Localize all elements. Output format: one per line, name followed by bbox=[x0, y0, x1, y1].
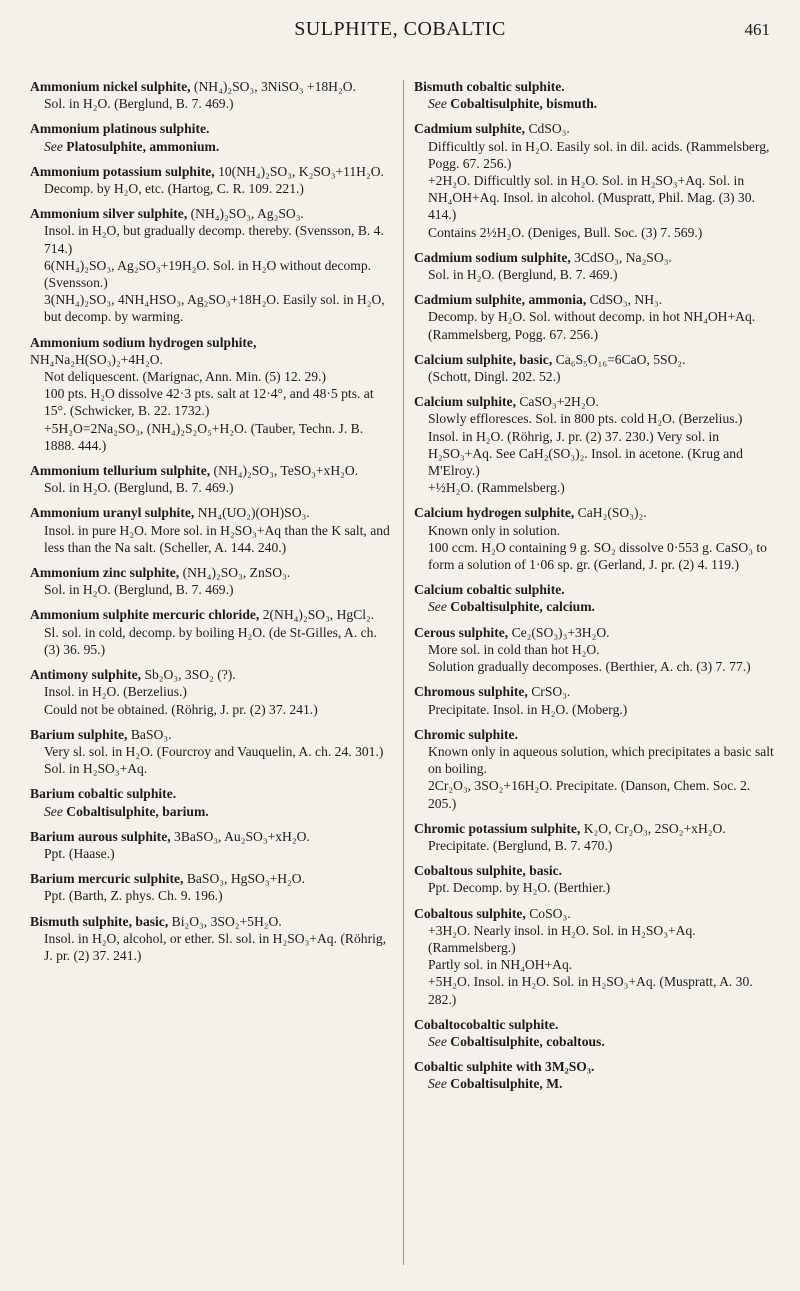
entry-formula: CaSO₃+2H₂O. bbox=[515, 394, 599, 410]
entry-formula: BaSO₃, HgSO₃+H₂O. bbox=[183, 871, 306, 887]
entry-text: Decomp. by H₂O, etc. (Hartog, C. R. 109. 221.) bbox=[44, 181, 304, 197]
dictionary-entry bbox=[30, 205, 392, 325]
entry-text: 100 ccm. H₂O containing 9 g. SO₂ dissolve 0·553 g. CaSO₃ to form a solution of 1·06 sp. gr. (Gerland, J. pr. (2) 4. 119.) bbox=[428, 539, 767, 573]
dictionary-entry bbox=[414, 249, 776, 283]
entry-text: 100 pts. H₂O dissolve 42·3 pts. salt at 12·4°, and 48·5 pts. at 15°. (Schwicker, B. 22. 1732.) bbox=[44, 386, 374, 419]
dictionary-entry bbox=[30, 666, 392, 718]
entry-text: Decomp. by H₂O. Sol. without decomp. in hot NH₄OH+Aq. (Rammelsberg, Pogg. 67. 256.) bbox=[428, 309, 756, 342]
cross-reference bbox=[414, 598, 776, 615]
entry-formula: 3BaSO₃, Au₂SO₃+xH₂O. bbox=[170, 828, 310, 844]
entry-formula: CdSO₃, NH₃. bbox=[586, 292, 663, 308]
entry-heading: Barium cobaltic sulphite. bbox=[30, 786, 177, 802]
entry-heading: Cadmium sulphite, ammonia, bbox=[414, 292, 587, 308]
column-divider bbox=[403, 80, 404, 1265]
entry-heading: Calcium sulphite, bbox=[414, 394, 516, 410]
entry-heading-line bbox=[414, 1058, 776, 1075]
entry-heading: Ammonium platinous sulphite. bbox=[30, 121, 210, 137]
entry-text: Insol. in pure H₂O. More sol. in H₂SO₃+Aq than the K salt, and less than the Na salt. (Scheller, A. 144. 240.) bbox=[44, 522, 390, 555]
see-reference: Platosulphite, ammonium. bbox=[66, 138, 220, 154]
right-column bbox=[414, 78, 776, 1101]
entry-formula: Ca₆S₅O₁₆=6CaO, 5SO₂. bbox=[552, 351, 686, 367]
see-label: See bbox=[428, 1076, 447, 1092]
see-label: See bbox=[44, 803, 63, 819]
entry-heading-line bbox=[414, 820, 776, 837]
entry-heading-line bbox=[30, 666, 392, 683]
cross-reference bbox=[30, 138, 392, 155]
entry-text: 6(NH₄)₂SO₃, Ag₂SO₃+19H₂O. Sol. in H₂O without decomp. (Svensson.) bbox=[44, 257, 372, 291]
entry-text: Could not be obtained. (Röhrig, J. pr. (2) 37. 241.) bbox=[44, 701, 318, 717]
entry-text: +5H₂O=2Na₂SO₃, (NH₄)₂S₂O₅+H₂O. (Tauber, Techn. J. B. 1888. 444.) bbox=[44, 420, 364, 453]
entry-heading-line bbox=[30, 334, 392, 368]
entry-text: Slowly effloresces. Sol. in 800 pts. cold H₂O. (Berzelius.) bbox=[428, 411, 743, 427]
entry-formula: CdSO₃. bbox=[525, 121, 570, 137]
cross-reference bbox=[414, 1075, 776, 1092]
entry-heading-line bbox=[30, 828, 392, 845]
dictionary-entry bbox=[30, 462, 392, 496]
entry-heading: Cobaltocobaltic sulphite. bbox=[414, 1016, 559, 1032]
entry-heading-line bbox=[30, 606, 392, 623]
entry-heading: Ammonium uranyl sulphite, bbox=[30, 505, 195, 521]
entry-heading-line bbox=[30, 205, 392, 222]
see-reference: Cobaltisulphite, bismuth. bbox=[450, 96, 598, 112]
entry-heading-line bbox=[30, 870, 392, 887]
dictionary-entry bbox=[414, 726, 776, 812]
entry-formula: Sb₂O₃, 3SO₂ (?). bbox=[141, 667, 236, 683]
entry-heading: Ammonium silver sulphite, bbox=[30, 206, 188, 222]
see-label: See bbox=[428, 96, 447, 112]
entry-text: Very sl. sol. in H₂O. (Fourcroy and Vauquelin, A. ch. 24. 301.) bbox=[44, 743, 384, 759]
dictionary-entry bbox=[414, 862, 776, 896]
entry-formula: (NH₄)₂SO₃, TeSO₃+xH₂O. bbox=[210, 463, 359, 479]
entry-heading-line bbox=[30, 726, 392, 743]
entry-text: 2Cr₂O₃, 3SO₂+16H₂O. Precipitate. (Danson, Chem. Soc. 2. 205.) bbox=[428, 778, 751, 811]
entry-text: Insol. in H₂O, but gradually decomp. thereby. (Svensson, B. 4. 714.) bbox=[44, 223, 384, 256]
entry-text: Ppt. (Barth, Z. phys. Ch. 9. 196.) bbox=[44, 888, 223, 904]
entry-text: Sol. in H₂O. (Berglund, B. 7. 469.) bbox=[44, 96, 234, 112]
entry-heading: Ammonium sulphite mercuric chloride, bbox=[30, 607, 260, 623]
entry-heading: Barium sulphite, bbox=[30, 726, 128, 742]
entry-formula: Ce₂(SO₃)₃+3H₂O. bbox=[508, 624, 610, 640]
entry-formula: (NH₄)₂SO₃, 3NiSO₃ +18H₂O. bbox=[190, 79, 356, 94]
dictionary-entry bbox=[30, 726, 392, 778]
entry-heading: Bismuth cobaltic sulphite. bbox=[414, 79, 565, 94]
entry-heading: Calcium sulphite, basic, bbox=[414, 351, 553, 367]
entry-heading: Ammonium zinc sulphite, bbox=[30, 565, 180, 581]
entry-text: Known only in aqueous solution, which precipitates a basic salt on boiling. bbox=[428, 743, 774, 777]
entry-text: +½H₂O. (Rammelsberg.) bbox=[428, 480, 565, 496]
entry-heading-line bbox=[30, 78, 392, 95]
entry-heading: Cobaltic sulphite with 3M₂SO₃. bbox=[414, 1059, 595, 1075]
entry-text: Insol. in H₂O, alcohol, or ether. Sl. sol. in H₂SO₃+Aq. (Röhrig, J. pr. (2) 37. 241.) bbox=[44, 930, 387, 963]
see-reference: Cobaltisulphite, M. bbox=[450, 1076, 563, 1092]
entry-text: Precipitate. (Berglund, B. 7. 470.) bbox=[428, 837, 613, 853]
see-reference: Cobaltisulphite, barium. bbox=[66, 803, 209, 819]
entry-heading-line bbox=[414, 120, 776, 137]
entry-text: Insol. in H₂O. (Berzelius.) bbox=[44, 684, 187, 700]
entry-text: (Schott, Dingl. 202. 52.) bbox=[428, 369, 561, 385]
entry-text: Partly sol. in NH₄OH+Aq. bbox=[428, 957, 573, 973]
entry-heading: Chromic sulphite. bbox=[414, 726, 518, 742]
dictionary-entry bbox=[414, 291, 776, 343]
cross-reference bbox=[30, 803, 392, 820]
entry-heading: Chromous sulphite, bbox=[414, 684, 528, 700]
dictionary-entry bbox=[414, 351, 776, 385]
entry-formula: NH₄Na₂H(SO₃)₂+4H₂O. bbox=[30, 351, 163, 367]
page-header bbox=[0, 18, 800, 54]
entry-heading: Cadmium sodium sulphite, bbox=[414, 249, 571, 265]
entry-text: Ppt. Decomp. by H₂O. (Berthier.) bbox=[428, 880, 611, 896]
entry-heading: Chromic potassium sulphite, bbox=[414, 820, 581, 836]
entry-heading: Bismuth sulphite, basic, bbox=[30, 913, 169, 929]
entry-heading: Cerous sulphite, bbox=[414, 624, 509, 640]
entry-heading: Cobaltous sulphite, bbox=[414, 905, 526, 921]
entry-text: Contains 2½H₂O. (Deniges, Bull. Soc. (3) 7. 569.) bbox=[428, 224, 703, 240]
entry-heading-line bbox=[30, 163, 392, 180]
entry-heading-line bbox=[30, 913, 392, 930]
entry-heading-line bbox=[414, 905, 776, 922]
entry-text: Sol. in H₂SO₃+Aq. bbox=[44, 761, 148, 777]
entry-formula: K₂O, Cr₂O₃, 2SO₂+xH₂O. bbox=[580, 820, 726, 836]
entry-formula: (NH₄)₂SO₃, ZnSO₃. bbox=[179, 565, 291, 581]
dictionary-entry bbox=[414, 905, 776, 1008]
entry-text: Not deliquescent. (Marignac, Ann. Min. (5) 12. 29.) bbox=[44, 369, 327, 385]
dictionary-entry bbox=[30, 785, 392, 819]
see-reference: Cobaltisulphite, cobaltous. bbox=[450, 1033, 605, 1049]
entry-heading-line bbox=[30, 504, 392, 521]
entry-text: More sol. in cold than hot H₂O. bbox=[428, 641, 600, 657]
entry-heading: Barium aurous sulphite, bbox=[30, 828, 171, 844]
entry-text: +3H₂O. Nearly insol. in H₂O. Sol. in H₂SO₃+Aq. (Rammelsberg.) bbox=[428, 922, 696, 955]
entry-heading-line bbox=[30, 564, 392, 581]
entry-heading-line bbox=[414, 351, 776, 368]
entry-heading-line bbox=[414, 504, 776, 521]
entry-text: Sol. in H₂O. (Berglund, B. 7. 469.) bbox=[428, 267, 618, 283]
entry-text: Solution gradually decomposes. (Berthier, A. ch. (3) 7. 77.) bbox=[428, 659, 751, 675]
see-reference: Cobaltisulphite, calcium. bbox=[450, 599, 595, 615]
dictionary-entry bbox=[30, 78, 392, 112]
entry-heading-line bbox=[30, 120, 392, 137]
entry-heading: Ammonium potassium sulphite, bbox=[30, 163, 215, 179]
entry-heading: Calcium hydrogen sulphite, bbox=[414, 505, 575, 521]
entry-heading: Barium mercuric sulphite, bbox=[30, 871, 184, 887]
entry-heading-line bbox=[30, 462, 392, 479]
entry-heading-line bbox=[414, 1016, 776, 1033]
entry-formula: 10(NH₄)₂SO₃, K₂SO₃+11H₂O. bbox=[214, 163, 384, 179]
entry-heading-line bbox=[414, 726, 776, 743]
entry-formula: 3CdSO₃, Na₂SO₃. bbox=[570, 249, 672, 265]
entry-text: Sl. sol. in cold, decomp. by boiling H₂O. (de St-Gilles, A. ch. (3) 36. 95.) bbox=[44, 624, 377, 657]
dictionary-entry bbox=[414, 1058, 776, 1092]
entry-heading: Antimony sulphite, bbox=[30, 667, 142, 683]
entry-heading: Ammonium tellurium sulphite, bbox=[30, 463, 211, 479]
entry-formula: CaH₂(SO₃)₂. bbox=[574, 505, 647, 521]
entry-formula: (NH₄)₂SO₃, Ag₂SO₃. bbox=[187, 206, 304, 222]
dictionary-entry bbox=[414, 581, 776, 615]
cross-reference bbox=[414, 1033, 776, 1050]
entry-text: +2H₂O. Difficultly sol. in H₂O. Sol. in H₂SO₃+Aq. Sol. in NH₄OH+Aq. Insol. in alcohol. (Muspratt, Phil. Mag. (3) 30. 414.) bbox=[428, 173, 755, 223]
entry-heading-line bbox=[414, 581, 776, 598]
dictionary-entry bbox=[414, 1016, 776, 1050]
entry-heading: Calcium cobaltic sulphite. bbox=[414, 582, 565, 598]
entry-heading-line bbox=[414, 393, 776, 410]
entry-text: Insol. in H₂O. (Röhrig, J. pr. (2) 37. 230.) Very sol. in H₂SO₃+Aq. See CaH₂(SO₃)₂. Insol. in acetone. (Krug and M'Elroy.) bbox=[428, 428, 743, 479]
dictionary-entry bbox=[30, 163, 392, 197]
entry-text: Precipitate. Insol. in H₂O. (Moberg.) bbox=[428, 701, 628, 717]
entry-heading: Ammonium sodium hydrogen sulphite, bbox=[30, 334, 257, 350]
entry-formula: BaSO₃. bbox=[127, 726, 172, 742]
entry-text: Difficultly sol. in H₂O. Easily sol. in dil. acids. (Rammelsberg, Pogg. 67. 256.) bbox=[428, 138, 770, 171]
dictionary-entry bbox=[30, 120, 392, 154]
running-title: SULPHITE, COBALTIC bbox=[294, 18, 506, 40]
dictionary-entry bbox=[414, 120, 776, 240]
entry-formula: CoSO₃. bbox=[525, 905, 571, 921]
entry-formula: CrSO₃. bbox=[527, 684, 571, 700]
see-label: See bbox=[428, 1033, 447, 1049]
entry-text: +5H₂O. Insol. in H₂O. Sol. in H₂SO₃+Aq. (Muspratt, A. 30. 282.) bbox=[428, 974, 753, 1007]
entry-text: Known only in solution. bbox=[428, 522, 561, 538]
dictionary-entry bbox=[30, 828, 392, 862]
entry-heading: Cadmium sulphite, bbox=[414, 121, 526, 137]
page-number: 461 bbox=[744, 20, 770, 39]
dictionary-entry bbox=[30, 564, 392, 598]
dictionary-entry bbox=[414, 393, 776, 496]
dictionary-entry bbox=[414, 683, 776, 717]
entry-heading-line bbox=[414, 291, 776, 308]
dictionary-entry bbox=[414, 78, 776, 112]
entry-heading-line bbox=[30, 785, 392, 802]
dictionary-entry bbox=[414, 624, 776, 676]
entry-heading-line bbox=[414, 624, 776, 641]
entry-heading-line bbox=[414, 78, 776, 95]
entry-heading-line bbox=[414, 862, 776, 879]
cross-reference bbox=[414, 95, 776, 112]
dictionary-entry bbox=[30, 913, 392, 965]
dictionary-entry bbox=[30, 870, 392, 904]
dictionary-entry bbox=[30, 606, 392, 658]
dictionary-entry bbox=[414, 820, 776, 854]
left-column bbox=[30, 78, 392, 972]
entry-text: Ppt. (Haase.) bbox=[44, 845, 115, 861]
entry-text: 3(NH₄)₂SO₃, 4NH₄HSO₃, Ag₂SO₃+18H₂O. Easily sol. in H₂O, but decomp. by warming. bbox=[44, 292, 385, 325]
see-label: See bbox=[428, 599, 447, 615]
entry-heading: Ammonium nickel sulphite, bbox=[30, 79, 191, 94]
entry-text: Sol. in H₂O. (Berglund, B. 7. 469.) bbox=[44, 582, 234, 598]
see-label: See bbox=[44, 138, 63, 154]
dictionary-entry bbox=[30, 334, 392, 454]
entry-heading-line bbox=[414, 249, 776, 266]
entry-formula: Bi₂O₃, 3SO₂+5H₂O. bbox=[168, 913, 282, 929]
entry-formula: NH₄(UO₂)(OH)SO₃. bbox=[194, 505, 310, 521]
entry-text: Sol. in H₂O. (Berglund, B. 7. 469.) bbox=[44, 480, 234, 496]
entry-formula: 2(NH₄)₂SO₃, HgCl₂. bbox=[259, 607, 375, 623]
entry-heading-line bbox=[414, 683, 776, 700]
dictionary-entry bbox=[414, 504, 776, 573]
entry-heading: Cobaltous sulphite, basic. bbox=[414, 863, 563, 879]
dictionary-entry bbox=[30, 504, 392, 556]
